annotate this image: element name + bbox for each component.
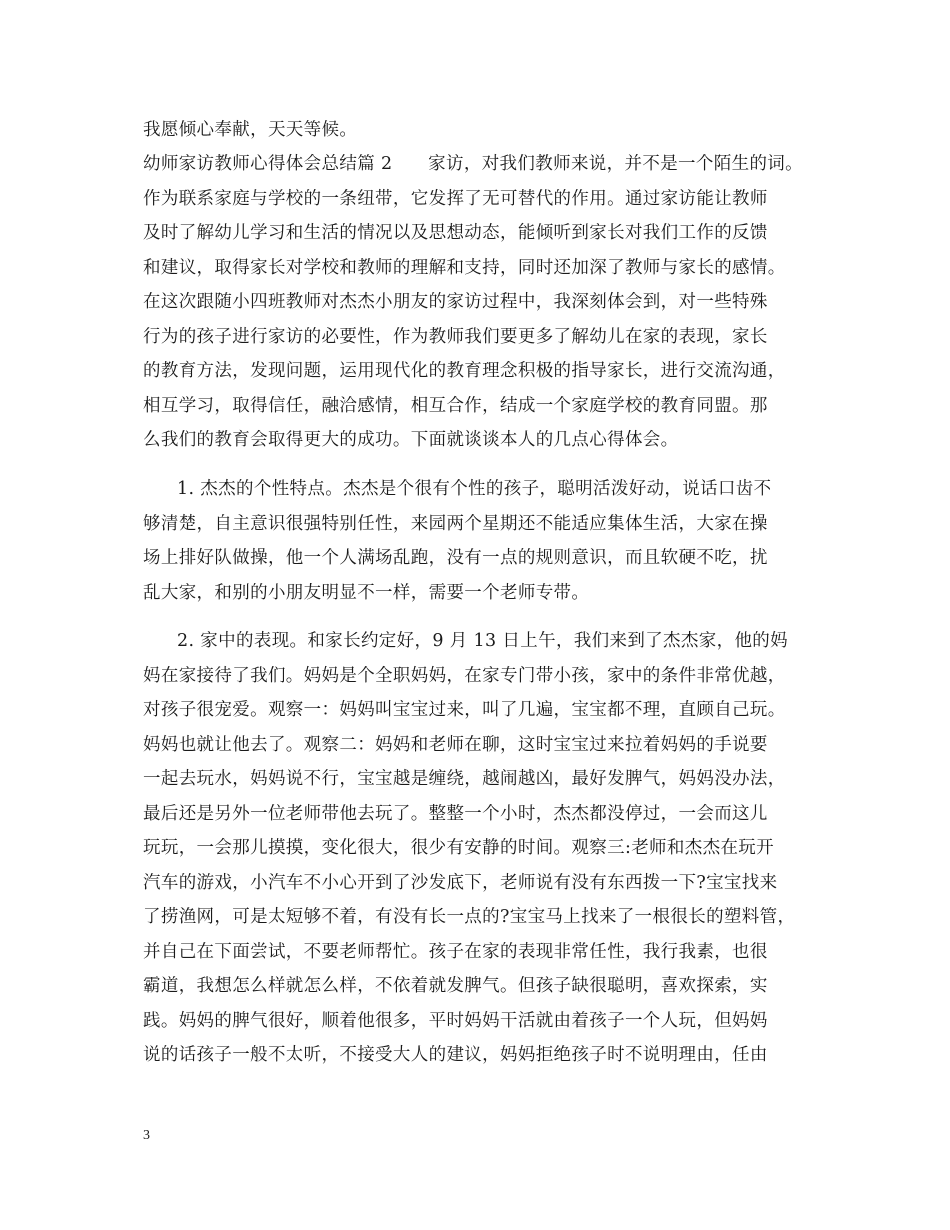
- text-line: 一起去玩水，妈妈说不行，宝宝越是缠绕，越闹越凶，最好发脾气，妈妈没办法，: [143, 769, 786, 789]
- text-line: 汽车的游戏，小汽车不小心开到了沙发底下，老师说有没有东西拨一下?宝宝找来: [143, 873, 778, 893]
- text-line: 践。妈妈的脾气很好，顺着他很多，平时妈妈干活就由着孩子一个人玩，但妈妈: [143, 1011, 768, 1031]
- section-heading-line: 幼师家访教师心得体会总结篇 2 家访，对我们教师来说，并不是一个陌生的词。: [143, 154, 803, 174]
- text-line: 够清楚，自主意识很强特别任性，来园两个星期还不能适应集体生活，大家在操: [143, 514, 768, 534]
- text-line: 和建议，取得家长对学校和教师的理解和支持，同时还加深了教师与家长的感情。: [143, 258, 786, 278]
- text-line: 霸道，我想怎么样就怎么样，不依着就发脾气。但孩子缺很聪明，喜欢探索，实: [143, 976, 768, 996]
- text-line: 场上排好队做操，他一个人满场乱跑，没有一点的规则意识，而且软硬不吃，扰: [143, 548, 768, 568]
- paragraph-2-first-line: 2. 家中的表现。和家长约定好，9 月 13 日上午，我们来到了杰杰家，他的妈: [177, 631, 788, 651]
- text-line: 我愿倾心奉献，天天等候。: [143, 120, 358, 140]
- paragraph-1-first-line: 1. 杰杰的个性特点。杰杰是个很有个性的孩子，聪明活泼好动，说话口齿不: [177, 479, 772, 499]
- text-line: 妈妈也就让他去了。观察二：妈妈和老师在聊，这时宝宝过来拉着妈妈的手说要: [143, 735, 768, 755]
- text-line: 最后还是另外一位老师带他去玩了。整整一个小时，杰杰都没停过，一会而这儿: [143, 804, 768, 824]
- text-line: 了捞渔网，可是太短够不着，有没有长一点的?宝宝马上找来了一根很长的塑料管，: [143, 907, 796, 927]
- text-line: 相互学习，取得信任，融洽感情，相互合作，结成一个家庭学校的教育同盟。那: [143, 396, 768, 416]
- text-line: 乱大家，和别的小朋友明显不一样，需要一个老师专带。: [143, 583, 590, 603]
- text-line: 么我们的教育会取得更大的成功。下面就谈谈本人的几点心得体会。: [143, 430, 679, 450]
- text-line: 作为联系家庭与学校的一条纽带，它发挥了无可替代的作用。通过家访能让教师: [143, 189, 768, 209]
- text-line: 并自己在下面尝试，不要老师帮忙。孩子在家的表现非常任性，我行我素，也很: [143, 942, 768, 962]
- page-number: 3: [143, 1128, 150, 1143]
- text-line: 及时了解幼儿学习和生活的情况以及思想动态，能倾听到家长对我们工作的反馈: [143, 223, 768, 243]
- text-line: 说的话孩子一般不太听，不接受大人的建议，妈妈拒绝孩子时不说明理由，任由: [143, 1045, 768, 1065]
- text-line: 玩玩，一会那儿摸摸，变化很大，很少有安静的时间。观察三:老师和杰杰在玩开: [143, 838, 774, 858]
- text-line: 行为的孩子进行家访的必要性，作为教师我们要更多了解幼儿在家的表现，家长: [143, 327, 768, 347]
- text-line: 在这次跟随小四班教师对杰杰小朋友的家访过程中，我深刻体会到，对一些特殊: [143, 292, 768, 312]
- text-line: 妈在家接待了我们。妈妈是个全职妈妈，在家专门带小孩，家中的条件非常优越，: [143, 666, 786, 686]
- text-line: 对孩子很宠爱。观察一：妈妈叫宝宝过来，叫了几遍，宝宝都不理，直顾自己玩。: [143, 700, 786, 720]
- text-line: 的教育方法，发现问题，运用现代化的教育理念积极的指导家长，进行交流沟通，: [143, 361, 786, 381]
